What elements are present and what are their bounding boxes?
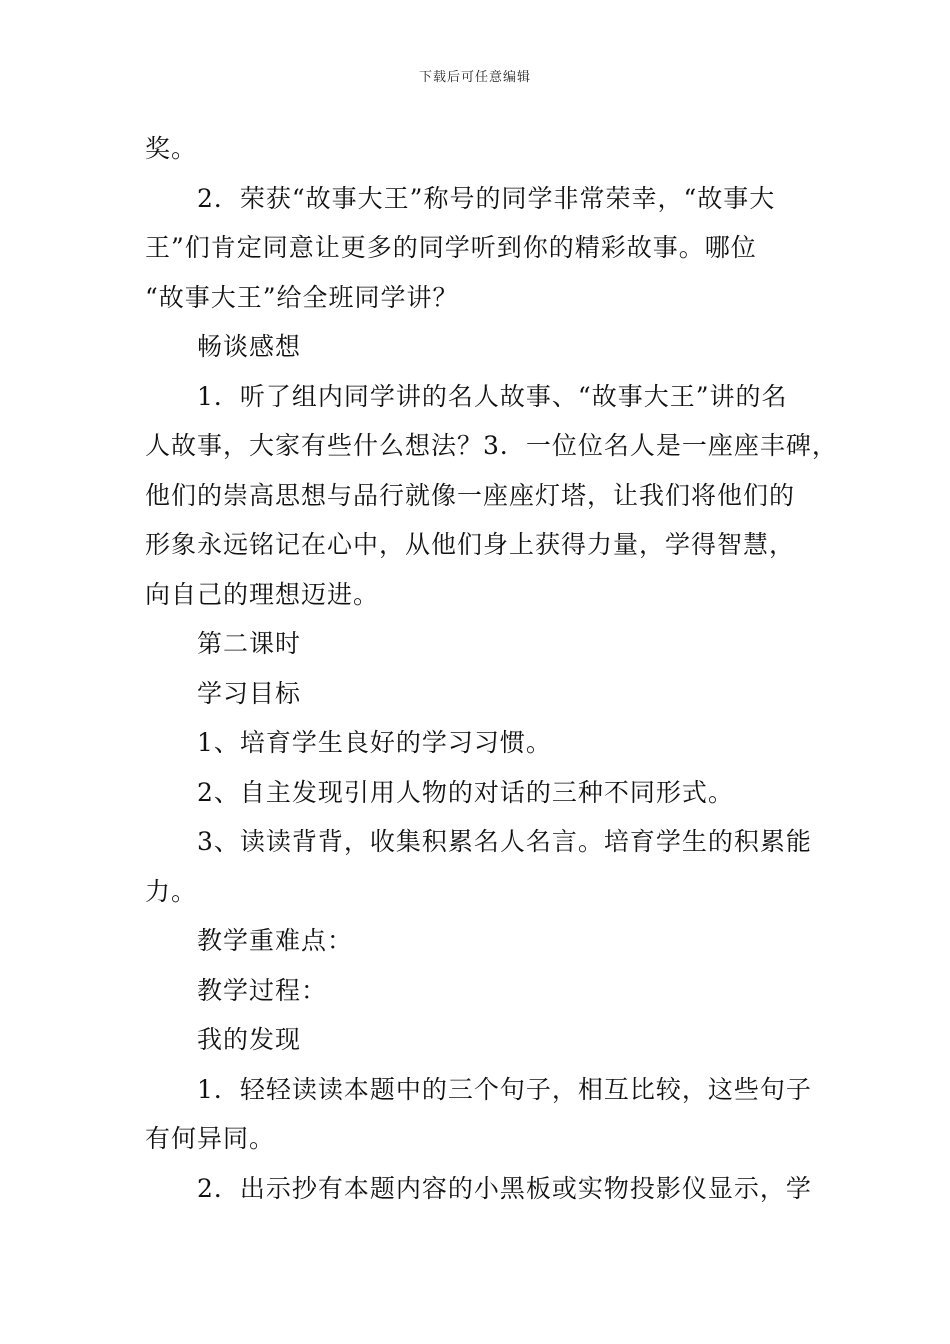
- section-heading: 教学过程：: [197, 975, 328, 1005]
- section-heading: 学习目标: [197, 678, 302, 708]
- list-item: 3、读读背背，收集积累名人名言。培育学生的积累能: [197, 827, 812, 856]
- section-heading: 教学重难点：: [197, 926, 354, 955]
- paragraph-line: “故事大王”给全班同学讲？: [145, 282, 459, 312]
- section-heading: 我的发现: [197, 1025, 302, 1054]
- paragraph-line: 1．听了组内同学讲的名人故事、“故事大王”讲的名: [197, 381, 788, 411]
- paragraph-line: 形象永远铭记在心中，从他们身上获得力量，学得智慧，: [145, 530, 796, 559]
- section-heading: 畅谈感想: [197, 332, 302, 361]
- list-item: 1、培育学生良好的学习习惯。: [197, 728, 552, 757]
- document-body: [145, 124, 838, 1213]
- paragraph-line: 1．轻轻读读本题中的三个句子，相互比较，这些句子: [197, 1074, 812, 1104]
- paragraph-line: 人故事，大家有些什么想法？3．一位位名人是一座座丰碑，: [145, 431, 838, 460]
- section-heading: 第二课时: [197, 629, 302, 658]
- paragraph-line: 2．荣获“故事大王”称号的同学非常荣幸，“故事大: [197, 183, 776, 213]
- paragraph-line: 有何异同。: [145, 1124, 276, 1153]
- paragraph-line: 他们的崇高思想与品行就像一座座灯塔，让我们将他们的: [145, 480, 796, 510]
- page-header: 下载后可任意编辑: [418, 70, 531, 85]
- paragraph-line: 力。: [145, 876, 198, 906]
- paragraph-line: 2．出示抄有本题内容的小黑板或实物投影仪显示，学: [197, 1173, 812, 1203]
- paragraph-line: 奖。: [145, 134, 198, 163]
- list-item: 2、自主发现引用人物的对话的三种不同形式。: [197, 777, 734, 807]
- paragraph-line: 王”们肯定同意让更多的同学听到你的精彩故事。哪位: [145, 233, 757, 262]
- paragraph-line: 向自己的理想迈进。: [145, 579, 380, 609]
